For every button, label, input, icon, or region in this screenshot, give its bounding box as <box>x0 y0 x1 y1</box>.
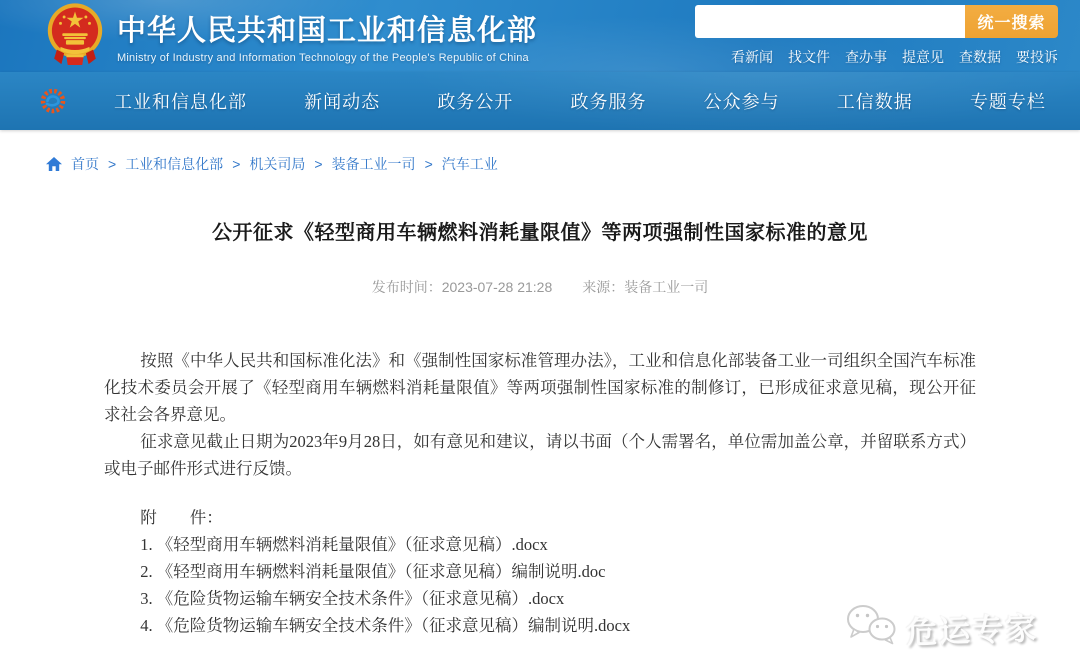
brand-text <box>117 8 537 64</box>
home-icon[interactable] <box>46 157 62 171</box>
article-meta <box>104 277 976 297</box>
nav-item-gov-disclosure[interactable]: 政务公开 <box>437 92 514 112</box>
attachment-link-1[interactable]: 1. 《轻型商用车辆燃料消耗量限值》（征求意见稿）.docx <box>140 535 548 554</box>
search-input[interactable] <box>695 5 965 38</box>
breadcrumb-separator: > <box>314 156 323 172</box>
nav-items <box>114 88 1046 114</box>
main-nav <box>0 72 1080 130</box>
attachments-label: 附 件： <box>140 508 223 527</box>
breadcrumb-home[interactable]: 首页 <box>71 156 99 172</box>
breadcrumb-miit[interactable]: 工业和信息化部 <box>125 156 224 172</box>
source-value: 装备工业一司 <box>624 279 709 295</box>
breadcrumb-separator: > <box>232 156 241 172</box>
site-brand[interactable] <box>46 2 537 70</box>
quick-link-data[interactable]: 查数据 <box>959 49 1001 65</box>
breadcrumb-separator: > <box>424 156 433 172</box>
breadcrumb-departments[interactable]: 机关司局 <box>249 156 306 172</box>
quick-link-find-docs[interactable]: 找文件 <box>788 49 830 65</box>
source-label: 来源： <box>582 279 625 295</box>
miit-e-gear-icon <box>38 86 68 116</box>
header-quick-links <box>731 47 1058 67</box>
quick-link-suggest[interactable]: 提意见 <box>902 49 944 65</box>
attachment-link-2[interactable]: 2. 《轻型商用车辆燃料消耗量限值》（征求意见稿）编制说明.doc <box>140 562 606 581</box>
quick-link-see-news[interactable]: 看新闻 <box>731 49 773 65</box>
publish-time-value: 2023-07-28 21:28 <box>441 279 553 295</box>
nav-item-public-participation[interactable]: 公众参与 <box>703 92 780 112</box>
article-title: 公开征求《轻型商用车辆燃料消耗量限值》等两项强制性国家标准的意见 <box>212 222 868 244</box>
nav-item-industry-data[interactable]: 工信数据 <box>836 92 913 112</box>
nav-item-special-topics[interactable]: 专题专栏 <box>969 92 1046 112</box>
watermark-text: 危运专家 <box>905 610 1039 651</box>
nav-item-miit[interactable]: 工业和信息化部 <box>114 92 247 112</box>
quick-link-services[interactable]: 查办事 <box>845 49 887 65</box>
quick-link-complaint[interactable]: 要投诉 <box>1016 49 1058 65</box>
national-emblem-icon <box>46 2 104 70</box>
breadcrumb <box>46 154 1080 174</box>
breadcrumb-separator: > <box>108 156 117 172</box>
nav-item-news[interactable]: 新闻动态 <box>304 92 381 112</box>
nav-item-gov-services[interactable]: 政务服务 <box>570 92 647 112</box>
article-body <box>104 347 976 639</box>
attachment-link-4[interactable]: 4. 《危险货物运输车辆安全技术条件》（征求意见稿）编制说明.docx <box>140 616 631 635</box>
attachment-link-3[interactable]: 3. 《危险货物运输车辆安全技术条件》（征求意见稿）.docx <box>140 589 565 608</box>
article-paragraph: 按照《中华人民共和国标准化法》和《强制性国家标准管理办法》，工业和信息化部装备工业一司组织全国汽车标准化技术委员会开展了《轻型商用车辆燃料消耗量限值》等两项强制性国家标准的制修订，已形成征求意见稿，现公开征求社会各界意见。 <box>104 351 976 424</box>
breadcrumb-auto-industry[interactable]: 汽车工业 <box>441 156 498 172</box>
unified-search-button[interactable]: 统一搜索 <box>965 5 1058 38</box>
search-area <box>695 5 1058 67</box>
ministry-name-zh: 中华人民共和国工业和信息化部 <box>117 15 538 47</box>
site-header <box>0 0 1080 72</box>
search-row <box>695 5 1058 38</box>
article-paragraph: 征求意见截止日期为2023年9月28日，如有意见和建议，请以书面（个人需署名，单位需加盖公章，并留联系方式）或电子邮件形式进行反馈。 <box>104 432 976 478</box>
publish-time-label: 发布时间： <box>371 279 442 295</box>
ministry-name-en: Ministry of Industry and Information Technology of the People's Republic of China <box>117 52 529 64</box>
article <box>104 216 976 639</box>
breadcrumb-equipment-dept[interactable]: 装备工业一司 <box>331 156 416 172</box>
